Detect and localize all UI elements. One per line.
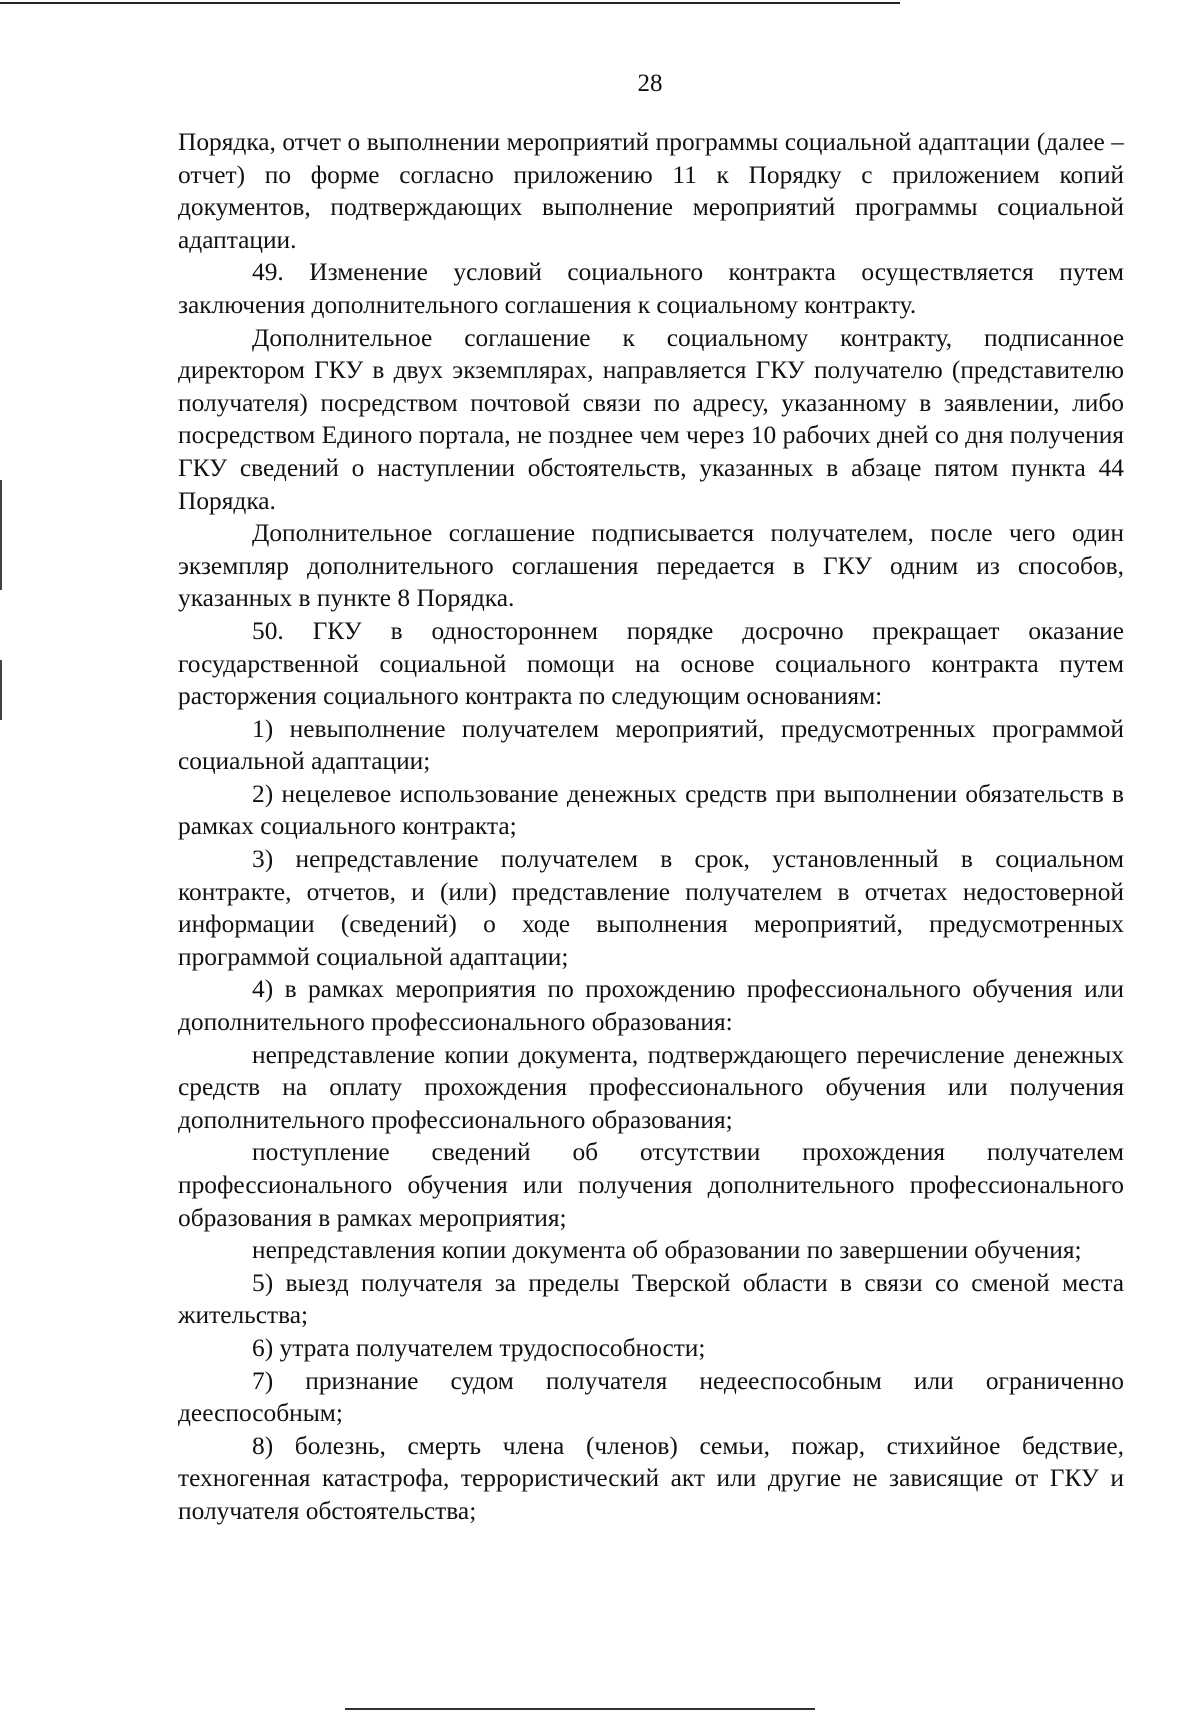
document-body: [178, 126, 1124, 1528]
list-item: 6) утрата получателем трудоспособности;: [252, 1333, 706, 1362]
list-item: 7) признание судом получателя недееспособным или ограниченно дееспособным;: [178, 1366, 1124, 1428]
list-item: 3) непредставление получателем в срок, установленный в социальном контракте, отчетов, и (или) представление получателем в отчетах недостоверной информации (сведений) о ходе выполнения мероприятий, предусмотренных программой социальной адаптации;: [178, 845, 1124, 971]
scan-edge-bottom: [345, 1708, 815, 1710]
paragraph: Дополнительное соглашение подписывается получателем, после чего один экземпляр дополнительного соглашения передается в ГКУ одним из способов, указанных в пункте 8 Порядка.: [178, 519, 1124, 613]
paragraph: 50. ГКУ в одностороннем порядке досрочно прекращает оказание государственной социальной помощи на основе социального контракта путем расторжения социального контракта по следующим основаниям:: [178, 616, 1124, 711]
scan-edge-left: [0, 480, 2, 590]
list-item: 4) в рамках мероприятия по прохождению профессионального обучения или дополнительного профессионального образования:: [178, 975, 1124, 1037]
page-number: 28: [637, 70, 663, 97]
paragraph: Дополнительное соглашение к социальному контракту, подписанное директором ГКУ в двух экземплярах, направляется ГКУ получателю (представителю получателя) посредством почтовой связи по адресу, указанному в заявлении, либо посредством Единого портала, не позднее чем через 10 рабочих дней со дня получения ГКУ сведений о наступлении обстоятельств, указанных в абзаце пятом пункта 44 Порядка.: [178, 323, 1124, 515]
scan-edge-top: [0, 2, 900, 4]
sub-item: непредставления копии документа об образовании по завершении обучения;: [252, 1236, 1082, 1265]
list-item: 1) невыполнение получателем мероприятий, предусмотренных программой социальной адаптации;: [178, 714, 1124, 776]
sub-item: непредставление копии документа, подтверждающего перечисление денежных средств на оплату прохождения профессионального обучения или получения дополнительного профессионального образования;: [178, 1040, 1124, 1134]
list-item: 5) выезд получателя за пределы Тверской области в связи со сменой места жительства;: [178, 1268, 1124, 1330]
scan-edge-left: [0, 660, 2, 720]
paragraph: Порядка, отчет о выполнении мероприятий программы социальной адаптации (далее – отчет) по форме согласно приложению 11 к Порядку с приложением копий документов, подтверждающих выполнение мероприятий программы социальной адаптации.: [178, 128, 1124, 254]
list-item: 2) нецелевое использование денежных средств при выполнении обязательств в рамках социального контракта;: [178, 779, 1124, 841]
sub-item: поступление сведений об отсутствии прохождения получателем профессионального обучения или получения дополнительного профессионального образования в рамках мероприятия;: [178, 1138, 1124, 1232]
paragraph: 49. Изменение условий социального контракта осуществляется путем заключения дополнительного соглашения к социальному контракту.: [178, 258, 1124, 319]
list-item: 8) болезнь, смерть члена (членов) семьи, пожар, стихийное бедствие, техногенная катастрофа, террористический акт или другие не зависящие от ГКУ и получателя обстоятельства;: [178, 1431, 1124, 1525]
